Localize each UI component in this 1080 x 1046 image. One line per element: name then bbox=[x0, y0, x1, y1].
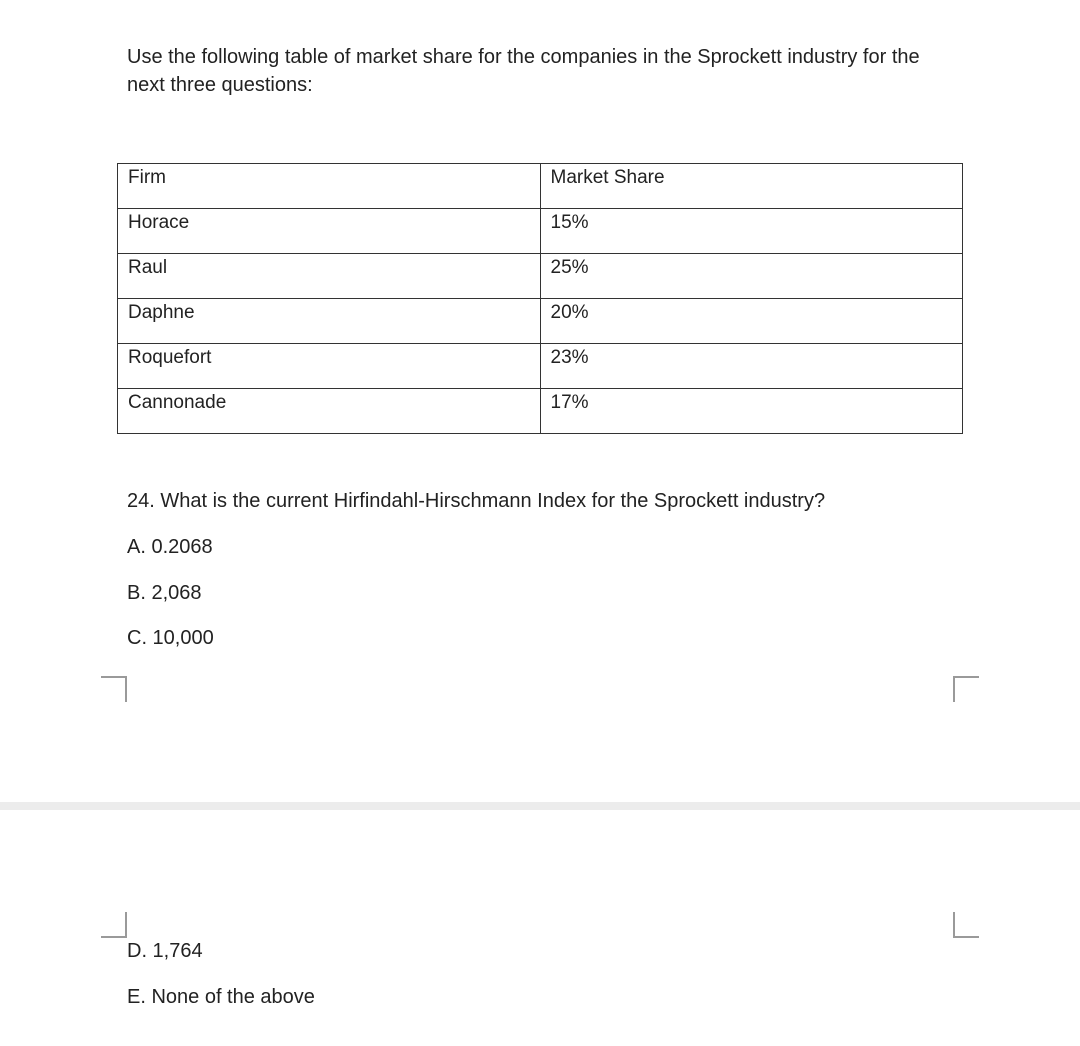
page-2 bbox=[0, 810, 1080, 1046]
header-market-share: Market Share bbox=[540, 164, 962, 209]
firm-cell: Roquefort bbox=[118, 344, 541, 389]
table-row bbox=[118, 209, 963, 254]
table-header-row bbox=[118, 164, 963, 209]
page-corner-mark bbox=[101, 912, 127, 938]
option-b: B. 2,068 bbox=[127, 582, 202, 604]
firm-cell: Daphne bbox=[118, 299, 541, 344]
header-firm: Firm bbox=[118, 164, 541, 209]
share-cell: 17% bbox=[540, 389, 962, 434]
share-cell: 25% bbox=[540, 254, 962, 299]
table-row bbox=[118, 299, 963, 344]
firm-cell: Cannonade bbox=[118, 389, 541, 434]
share-cell: 23% bbox=[540, 344, 962, 389]
option-d: D. 1,764 bbox=[127, 940, 203, 962]
market-share-table bbox=[117, 163, 963, 434]
firm-cell: Horace bbox=[118, 209, 541, 254]
table-row bbox=[118, 344, 963, 389]
page-corner-mark bbox=[953, 912, 979, 938]
option-c: C. 10,000 bbox=[127, 627, 214, 649]
intro-text: Use the following table of market share for the companies in the Sprockett industry for the next three questions: bbox=[127, 46, 920, 96]
page-separator bbox=[0, 802, 1080, 810]
page-corner-mark bbox=[953, 676, 979, 702]
question-text: 24. What is the current Hirfindahl-Hirschmann Index for the Sprockett industry? bbox=[127, 490, 826, 512]
option-a: A. 0.2068 bbox=[127, 536, 213, 558]
table-row bbox=[118, 389, 963, 434]
share-cell: 15% bbox=[540, 209, 962, 254]
table-row bbox=[118, 254, 963, 299]
page-corner-mark bbox=[101, 676, 127, 702]
firm-cell: Raul bbox=[118, 254, 541, 299]
share-cell: 20% bbox=[540, 299, 962, 344]
option-e: E. None of the above bbox=[127, 986, 315, 1008]
